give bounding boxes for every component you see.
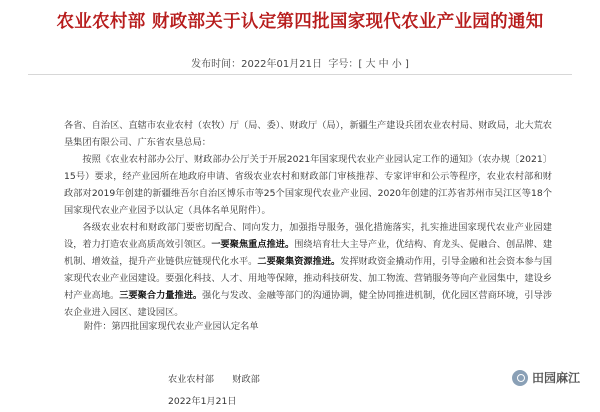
point-1-heading: 一要聚焦重点推进。 bbox=[211, 239, 295, 250]
watermark bbox=[512, 369, 580, 386]
publish-date: 2022年01月21日 bbox=[241, 59, 322, 70]
font-size-controls[interactable]: 字号：[ 大 中 小 ] bbox=[328, 59, 409, 70]
point-3-heading: 三要聚合力量推进。 bbox=[119, 290, 203, 301]
point-1-text: 围绕培育壮大主导产业，优结构、育龙头、促融合、创品牌、建机制、增效益，提升产业链供应链现代化水平。 bbox=[64, 239, 553, 267]
watermark-text: 田园麻江 bbox=[531, 371, 580, 385]
point-2-text: 发挥财政资金撬动作用，引导金融和社会资本参与国家现代农业产业园建设。要强化科技、人才、用地等保障，推动科技研发、加工物流、营销服务等向产业园集中，建设乡村产业高地。 bbox=[64, 256, 553, 301]
paragraph-2-intro: 各级农业农村和财政部门要密切配合、同向发力，加强指导服务，强化措施落实，扎实推进国家现代农业产业园建设，着力打造农业高质高效引领区。 bbox=[64, 222, 552, 250]
paragraph-1: 按照《农业农村部办公厅、财政部办公厅关于开展2021年国家现代农业产业园认定工作的通知》（农办规〔2021〕15号）要求，经产业园所在地政府申请、省级农业农村和财政部门审核推荐、专家评审和公示等程序，农业农村部和财政部对2019年创建的新疆维吾尔自治区博乐市等25个国家现代农业产业园、2020年创建的江苏省苏州市吴江区等18个国家现代农业产业园予以认定（具体名单见附件）。 bbox=[64, 154, 552, 216]
signature-orgs: 农业农村部 财政部 bbox=[168, 374, 260, 385]
wechat-official-account-icon bbox=[512, 370, 528, 386]
point-2-heading: 二要聚集资源推进。 bbox=[257, 256, 341, 267]
publish-info bbox=[0, 55, 600, 70]
signature-date: 2022年1月21日 bbox=[168, 396, 237, 407]
notice-title: 农业农村部 财政部关于认定第四批国家现代农业产业园的通知 bbox=[56, 12, 544, 32]
attachment-line: 附件：第四批国家现代农业产业园认定名单 bbox=[84, 321, 259, 332]
header-divider bbox=[28, 74, 572, 75]
point-3-text: 强化与发改、金融等部门的沟通协调，健全协同推进机制，优化园区营商环境，引导涉农企业进入园区、建设园区。 bbox=[64, 290, 553, 318]
notice-body bbox=[64, 117, 552, 321]
salutation: 各省、自治区、直辖市农业农村（农牧）厅（局、委）、财政厅（局），新疆生产建设兵团农业农村局、财政局，北大荒农垦集团有限公司、广东省农垦总局： bbox=[64, 120, 552, 148]
paragraph-2 bbox=[64, 219, 552, 321]
publish-label: 发布时间： bbox=[191, 59, 242, 70]
